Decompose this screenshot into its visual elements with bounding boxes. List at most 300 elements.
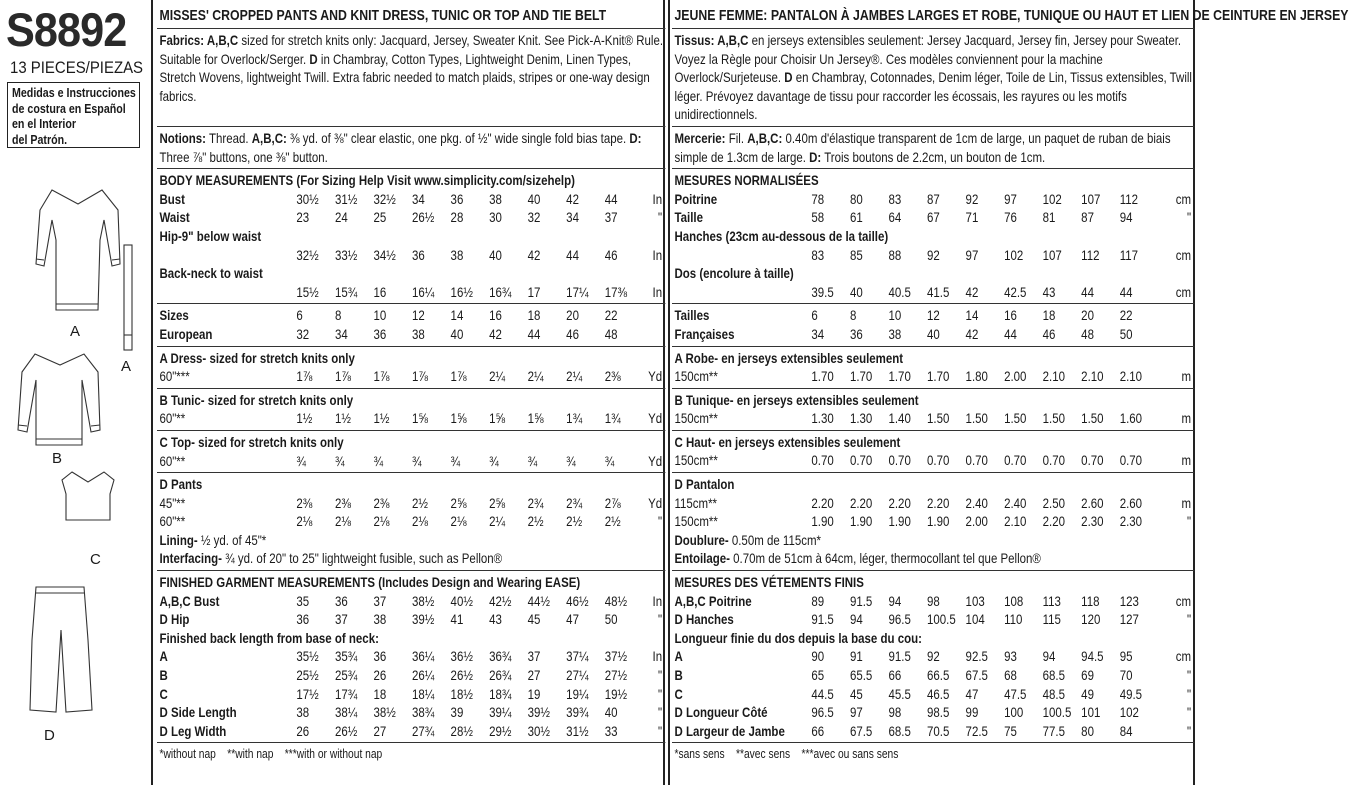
- unit-label: ": [1186, 513, 1192, 530]
- measurement-row: [672, 512, 1194, 531]
- size-value: 45: [849, 685, 863, 702]
- unit-label: [643, 306, 665, 325]
- size-value: 2¾: [527, 494, 544, 511]
- size-value: 2¼: [527, 368, 544, 385]
- pattern-number: S8892: [6, 3, 127, 56]
- size-value: 38: [450, 246, 464, 263]
- size-value: 1.90: [927, 513, 950, 530]
- row-label: Taille: [674, 209, 703, 226]
- text-run: ⅜ yd. of ⅜" clear elastic, one pkg. of ½" wide single fold bias tape.: [286, 130, 630, 146]
- size-value: 34: [566, 209, 579, 226]
- bold-term: D:: [809, 148, 822, 165]
- measurement-row: [157, 246, 665, 265]
- size-value: 83: [888, 190, 902, 207]
- measurement-row: [157, 685, 665, 704]
- info-paragraph: [672, 549, 1194, 568]
- section-divider: [157, 570, 665, 571]
- size-value: 1⅞: [373, 368, 390, 385]
- bold-term: Fabrics: A,B,C: [159, 32, 239, 48]
- size-value: 70.5: [927, 722, 950, 739]
- french-content: [672, 6, 1349, 764]
- size-value: 1.50: [1004, 410, 1027, 427]
- size-value: 46.5: [927, 685, 950, 702]
- measurement-row: [672, 610, 1194, 629]
- size-value: 1.70: [888, 368, 911, 385]
- size-value: 2.10: [1042, 368, 1065, 385]
- size-value: 2¼: [566, 368, 583, 385]
- size-value: 92.5: [965, 648, 988, 665]
- size-value: 0.70: [927, 452, 950, 469]
- size-value: 2.20: [1042, 513, 1065, 530]
- size-value: 89: [811, 592, 825, 609]
- size-value: 42.5: [1004, 283, 1027, 300]
- size-value: 80: [1081, 722, 1094, 739]
- size-value: 1⅞: [412, 368, 428, 385]
- size-value: 96.5: [811, 704, 834, 721]
- size-value: 2⅜: [296, 494, 313, 511]
- size-value: 27¾: [412, 722, 435, 739]
- size-value: 42: [566, 190, 579, 207]
- size-value: 37: [604, 209, 618, 226]
- size-value: 43: [489, 611, 502, 628]
- size-value: 83: [811, 246, 825, 263]
- size-value: 88: [888, 246, 902, 263]
- spanish-note-box: [7, 82, 140, 148]
- piece-count: 13 PIECES/PIEZAS: [10, 58, 144, 77]
- section-heading: D Pants: [159, 476, 203, 493]
- size-value: 39½: [527, 704, 550, 721]
- size-value: 38½: [373, 704, 396, 721]
- size-value: 68: [1004, 667, 1017, 683]
- row-label: D Largeur de Jambe: [674, 722, 785, 739]
- size-value: 2.40: [965, 494, 988, 511]
- pants-d-drawing: [30, 587, 92, 712]
- size-value: 0.70: [1119, 452, 1143, 469]
- size-value: 98: [888, 704, 902, 721]
- english-content: [157, 6, 665, 764]
- size-value: 31½: [566, 722, 589, 739]
- size-value: 71: [965, 209, 979, 226]
- size-value: 36: [296, 611, 310, 628]
- size-value: 1¾: [604, 410, 621, 427]
- size-value: 2¼: [489, 513, 506, 530]
- info-paragraph: [157, 531, 665, 550]
- text-run: 0.50m de 115cm*: [728, 531, 821, 548]
- size-value: 38: [296, 704, 310, 721]
- size-value: 2⅜: [373, 494, 390, 511]
- section-heading: Longueur finie du dos depuis la base du cou:: [674, 629, 922, 646]
- size-value: 44: [1004, 325, 1017, 342]
- size-value: 38¾: [412, 704, 435, 721]
- row-label: 115cm**: [674, 494, 718, 511]
- row-label: B: [159, 667, 168, 684]
- size-value: 2.50: [1042, 494, 1065, 511]
- unit-label: ": [658, 513, 663, 530]
- size-value: 75: [1004, 722, 1017, 739]
- size-value: 97: [965, 246, 979, 263]
- row-label: A: [159, 648, 168, 665]
- unit-label: [643, 325, 665, 344]
- size-value: 39½: [412, 611, 435, 628]
- row-label: 60"***: [159, 368, 190, 385]
- size-value: 117: [1119, 246, 1139, 263]
- measurement-row: [157, 409, 665, 428]
- center-divider-b: [668, 0, 670, 785]
- size-value: 44.5: [811, 685, 834, 702]
- unit-label: ": [658, 685, 663, 702]
- size-value: 1.90: [849, 513, 873, 530]
- measurement-row: [672, 190, 1194, 209]
- size-value: 1⅞: [296, 368, 313, 385]
- info-paragraph: [672, 531, 1194, 550]
- size-value: 92: [927, 648, 940, 665]
- size-value: 22: [1119, 307, 1133, 324]
- unit-label: ": [1186, 704, 1192, 721]
- text-run: Trois boutons de 2.2cm, un bouton de 1cm.: [821, 148, 1046, 165]
- unit-label: [1158, 325, 1194, 344]
- size-value: 96.5: [888, 611, 911, 628]
- size-value: 65: [811, 667, 825, 683]
- row-label: D Hip: [159, 611, 190, 628]
- unit-label: ": [1186, 611, 1192, 628]
- size-value: 127: [1119, 611, 1139, 628]
- size-value: 2.40: [1004, 494, 1027, 511]
- size-value: 32: [527, 209, 541, 226]
- measurement-row: [157, 722, 665, 741]
- row-label: Waist: [159, 209, 190, 226]
- size-value: 15¾: [334, 283, 358, 300]
- size-value: 38½: [412, 592, 435, 609]
- row-label: 45"**: [159, 494, 186, 511]
- size-value: 2⅛: [412, 513, 428, 530]
- view-label-b: B: [52, 450, 63, 467]
- size-value: 91.5: [888, 648, 911, 665]
- view-label-d: D: [44, 727, 55, 744]
- section-divider: [157, 303, 665, 304]
- text-run: in Chambray, Cotton Types, Lightweight Denim, Linen Types, Stretch Wovens, lightweight Twill. Extra fabric needed to match plaids, stripes or one-way design fabrics.: [159, 50, 650, 104]
- row-label: Tailles: [674, 307, 710, 324]
- bold-term: Doublure-: [674, 531, 729, 548]
- section-heading: A Robe- en jerseys extensibles seulement: [674, 349, 904, 366]
- bold-term: Notions:: [159, 130, 207, 146]
- size-value: 37: [527, 648, 541, 665]
- size-value: ¾: [373, 452, 384, 469]
- size-value: 104: [965, 611, 985, 628]
- size-value: 2¾: [566, 494, 583, 511]
- section-divider: [672, 346, 1194, 347]
- size-value: 47: [566, 611, 579, 628]
- size-value: 68.5: [888, 722, 911, 739]
- row-label: [674, 246, 811, 265]
- size-value: 40: [489, 246, 502, 263]
- measurement-row: [672, 325, 1194, 344]
- size-value: 92: [965, 190, 979, 207]
- size-value: 12: [927, 307, 940, 324]
- size-value: 2.10: [1004, 513, 1027, 530]
- row-label: Poitrine: [674, 190, 718, 207]
- size-value: 1.80: [965, 368, 988, 385]
- size-value: 25¾: [334, 667, 358, 684]
- measurement-row: [672, 494, 1194, 513]
- size-value: 67: [927, 209, 940, 226]
- size-value: 26½: [450, 667, 473, 684]
- size-value: 10: [888, 307, 902, 324]
- size-value: 2.20: [927, 494, 950, 511]
- size-value: 19: [527, 685, 541, 702]
- size-value: 1½: [373, 410, 390, 427]
- nap-footnote: *sans sens **avec sens ***avec ou sans sens: [674, 747, 899, 762]
- measurement-row: [157, 592, 665, 611]
- size-value: 91.5: [849, 592, 873, 609]
- bold-term: D: [309, 50, 318, 67]
- size-value: 26¼: [412, 667, 435, 684]
- row-label: Sizes: [159, 307, 189, 324]
- row-label: A: [674, 648, 683, 665]
- unit-label: Yd: [648, 452, 663, 469]
- size-value: 2.00: [1004, 368, 1027, 385]
- bold-term: A,B,C:: [251, 130, 287, 146]
- row-label: 60"**: [159, 452, 186, 469]
- section-divider: [672, 472, 1194, 473]
- section-divider: [157, 28, 665, 29]
- size-value: 1¾: [566, 410, 583, 427]
- spanish-note-line: Medidas e Instrucciones: [12, 85, 136, 100]
- row-label: Françaises: [674, 325, 735, 342]
- size-value: 16: [373, 283, 387, 300]
- text-run: ¾ yd. of 20" to 25" lightweight fusible, such as Pellon®: [221, 550, 503, 567]
- section-divider: [672, 303, 1194, 304]
- size-value: 68.5: [1042, 667, 1065, 683]
- size-value: 91.5: [811, 611, 834, 628]
- section-divider: [672, 430, 1194, 431]
- size-value: 48½: [604, 592, 628, 609]
- size-value: 27½: [604, 667, 628, 684]
- size-value: 29½: [489, 722, 512, 739]
- size-value: 1.30: [811, 410, 834, 427]
- size-value: 0.70: [965, 452, 988, 469]
- size-value: 34½: [373, 246, 396, 263]
- size-value: 98: [927, 592, 940, 609]
- size-value: 61: [849, 209, 863, 226]
- row-label: C: [674, 685, 683, 702]
- size-value: 23: [296, 209, 310, 226]
- bold-term: Tissus: A,B,C: [674, 32, 749, 48]
- row-label: 150cm**: [674, 452, 718, 469]
- view-illustrations: [0, 180, 152, 780]
- size-value: 38: [489, 190, 502, 207]
- size-value: 2.10: [1081, 368, 1104, 385]
- size-value: 2½: [527, 513, 544, 530]
- unit-label: ": [1186, 685, 1192, 702]
- size-value: 77.5: [1042, 722, 1065, 739]
- size-value: 19½: [604, 685, 628, 702]
- size-value: 2⅝: [489, 494, 506, 511]
- section-heading: C Haut- en jerseys extensibles seulement: [674, 433, 901, 450]
- size-value: 36: [373, 648, 387, 665]
- size-value: 1.90: [888, 513, 911, 530]
- size-value: 94: [1119, 209, 1133, 226]
- size-value: 102: [1119, 704, 1139, 721]
- size-value: 2.30: [1119, 513, 1143, 530]
- section-heading: Finished back length from base of neck:: [159, 629, 379, 646]
- size-value: 27¼: [566, 667, 589, 684]
- size-value: 17¾: [334, 685, 358, 702]
- size-value: 94: [849, 611, 863, 628]
- unit-label: In: [652, 648, 663, 665]
- unit-label: ": [1186, 667, 1192, 683]
- bold-term: Lining-: [159, 531, 198, 548]
- size-value: 107: [1042, 246, 1062, 263]
- size-value: 42½: [489, 592, 512, 609]
- size-value: 44: [1081, 283, 1094, 300]
- measurement-row: [672, 451, 1194, 470]
- section-heading: Dos (encolure à taille): [674, 265, 794, 282]
- unit-label: ": [1186, 209, 1192, 226]
- size-value: 18: [527, 307, 541, 324]
- spanish-note-line: de costura en Español: [12, 100, 126, 116]
- unit-label: Yd: [648, 494, 663, 511]
- size-value: 97: [849, 704, 863, 721]
- size-value: 30: [489, 209, 502, 226]
- unit-label: m: [1181, 368, 1192, 385]
- section-divider: [672, 28, 1194, 29]
- size-value: 36½: [450, 648, 473, 665]
- size-value: 45.5: [888, 685, 911, 702]
- size-value: 36¾: [489, 648, 512, 665]
- size-value: 1⅝: [450, 410, 467, 427]
- size-value: ¾: [489, 452, 499, 469]
- measurement-row: [672, 592, 1194, 611]
- size-value: 10: [373, 307, 387, 324]
- size-value: 28: [450, 209, 464, 226]
- size-value: 36¼: [412, 648, 435, 665]
- size-value: 87: [1081, 209, 1094, 226]
- measurement-row: [672, 246, 1194, 265]
- size-value: 34: [334, 325, 348, 342]
- size-value: 112: [1081, 246, 1100, 263]
- size-value: 16¾: [489, 283, 512, 300]
- row-label: [159, 246, 296, 265]
- size-value: 37½: [604, 648, 628, 665]
- size-value: 85: [849, 246, 863, 263]
- size-value: 18¾: [489, 685, 512, 702]
- measurement-row: [157, 647, 665, 666]
- size-value: 31½: [334, 190, 358, 207]
- text-run: Three ⅞" buttons, one ⅜" button.: [159, 148, 328, 165]
- unit-label: In: [652, 190, 663, 207]
- size-value: 47.5: [1004, 685, 1027, 702]
- section-divider: [672, 388, 1194, 389]
- size-value: 69: [1081, 667, 1094, 683]
- size-value: 1⅝: [489, 410, 506, 427]
- size-value: 2⅛: [296, 513, 313, 530]
- row-label: A,B,C Poitrine: [674, 592, 752, 609]
- measurement-row: [157, 494, 665, 513]
- size-value: 26¾: [489, 667, 512, 684]
- size-value: 16: [1004, 307, 1017, 324]
- size-value: 40: [849, 283, 863, 300]
- text-run: Fil.: [725, 129, 748, 146]
- dress-a-drawing: [36, 190, 120, 310]
- text-run: Thread.: [206, 130, 252, 146]
- measurement-row: [157, 512, 665, 531]
- size-value: 44: [566, 246, 579, 263]
- size-value: 16¼: [412, 283, 435, 300]
- size-value: 38¼: [334, 704, 358, 721]
- row-label: Bust: [159, 190, 185, 207]
- unit-label: m: [1181, 452, 1192, 469]
- size-value: 50: [604, 611, 618, 628]
- size-value: 94.5: [1081, 648, 1104, 665]
- size-value: 103: [965, 592, 985, 609]
- unit-label: In: [652, 283, 663, 300]
- size-value: 16: [489, 307, 502, 324]
- bold-term: Interfacing-: [159, 550, 222, 567]
- size-value: 65.5: [849, 667, 873, 683]
- size-value: 94: [888, 592, 902, 609]
- size-value: 40: [450, 325, 464, 342]
- section-divider: [157, 388, 665, 389]
- size-value: 2½: [566, 513, 583, 530]
- unit-label: Yd: [648, 368, 663, 385]
- size-value: 94: [1042, 648, 1056, 665]
- size-value: 27: [373, 722, 387, 739]
- row-label: [674, 283, 811, 302]
- size-value: 66: [888, 667, 902, 683]
- size-value: 35: [296, 592, 310, 609]
- size-value: 46: [604, 246, 618, 263]
- unit-label: ": [658, 611, 663, 628]
- size-value: 2.20: [849, 494, 873, 511]
- size-value: 66.5: [927, 667, 950, 683]
- section-title: MISSES' CROPPED PANTS AND KNIT DRESS, TUNIC OR TOP AND TIE BELT: [159, 7, 607, 24]
- size-value: 37: [334, 611, 348, 628]
- unit-label: ": [658, 704, 663, 721]
- unit-label: cm: [1175, 283, 1192, 300]
- size-value: 2⅛: [373, 513, 390, 530]
- size-value: 72.5: [965, 722, 988, 739]
- size-value: 102: [1042, 190, 1062, 207]
- size-value: 2¼: [489, 368, 506, 385]
- size-value: 2.60: [1081, 494, 1104, 511]
- size-value: 1.70: [849, 368, 873, 385]
- size-value: 36: [450, 190, 464, 207]
- size-value: 113: [1042, 592, 1061, 609]
- unit-label: ": [658, 667, 663, 684]
- size-value: 1.50: [927, 410, 950, 427]
- size-value: 2⅝: [450, 494, 467, 511]
- row-label: 150cm**: [674, 513, 718, 530]
- size-value: 0.70: [811, 452, 834, 469]
- size-value: 1.60: [1119, 410, 1143, 427]
- size-value: 2⅞: [604, 494, 621, 511]
- row-label: European: [159, 325, 213, 342]
- measurement-row: [157, 452, 665, 471]
- unit-label: cm: [1175, 190, 1192, 207]
- measurement-row: [672, 666, 1194, 685]
- size-value: 67.5: [965, 667, 988, 683]
- size-value: 93: [1004, 648, 1017, 665]
- measurement-row: [672, 703, 1194, 722]
- spanish-note-line: del Patrón.: [12, 131, 68, 147]
- section-divider: [157, 742, 665, 743]
- size-value: 22: [604, 307, 618, 324]
- size-value: 19¼: [566, 685, 589, 702]
- size-value: 39: [450, 704, 464, 721]
- size-value: 2½: [412, 494, 428, 511]
- bold-term: Mercerie:: [674, 129, 726, 146]
- row-label: 60"**: [159, 410, 186, 427]
